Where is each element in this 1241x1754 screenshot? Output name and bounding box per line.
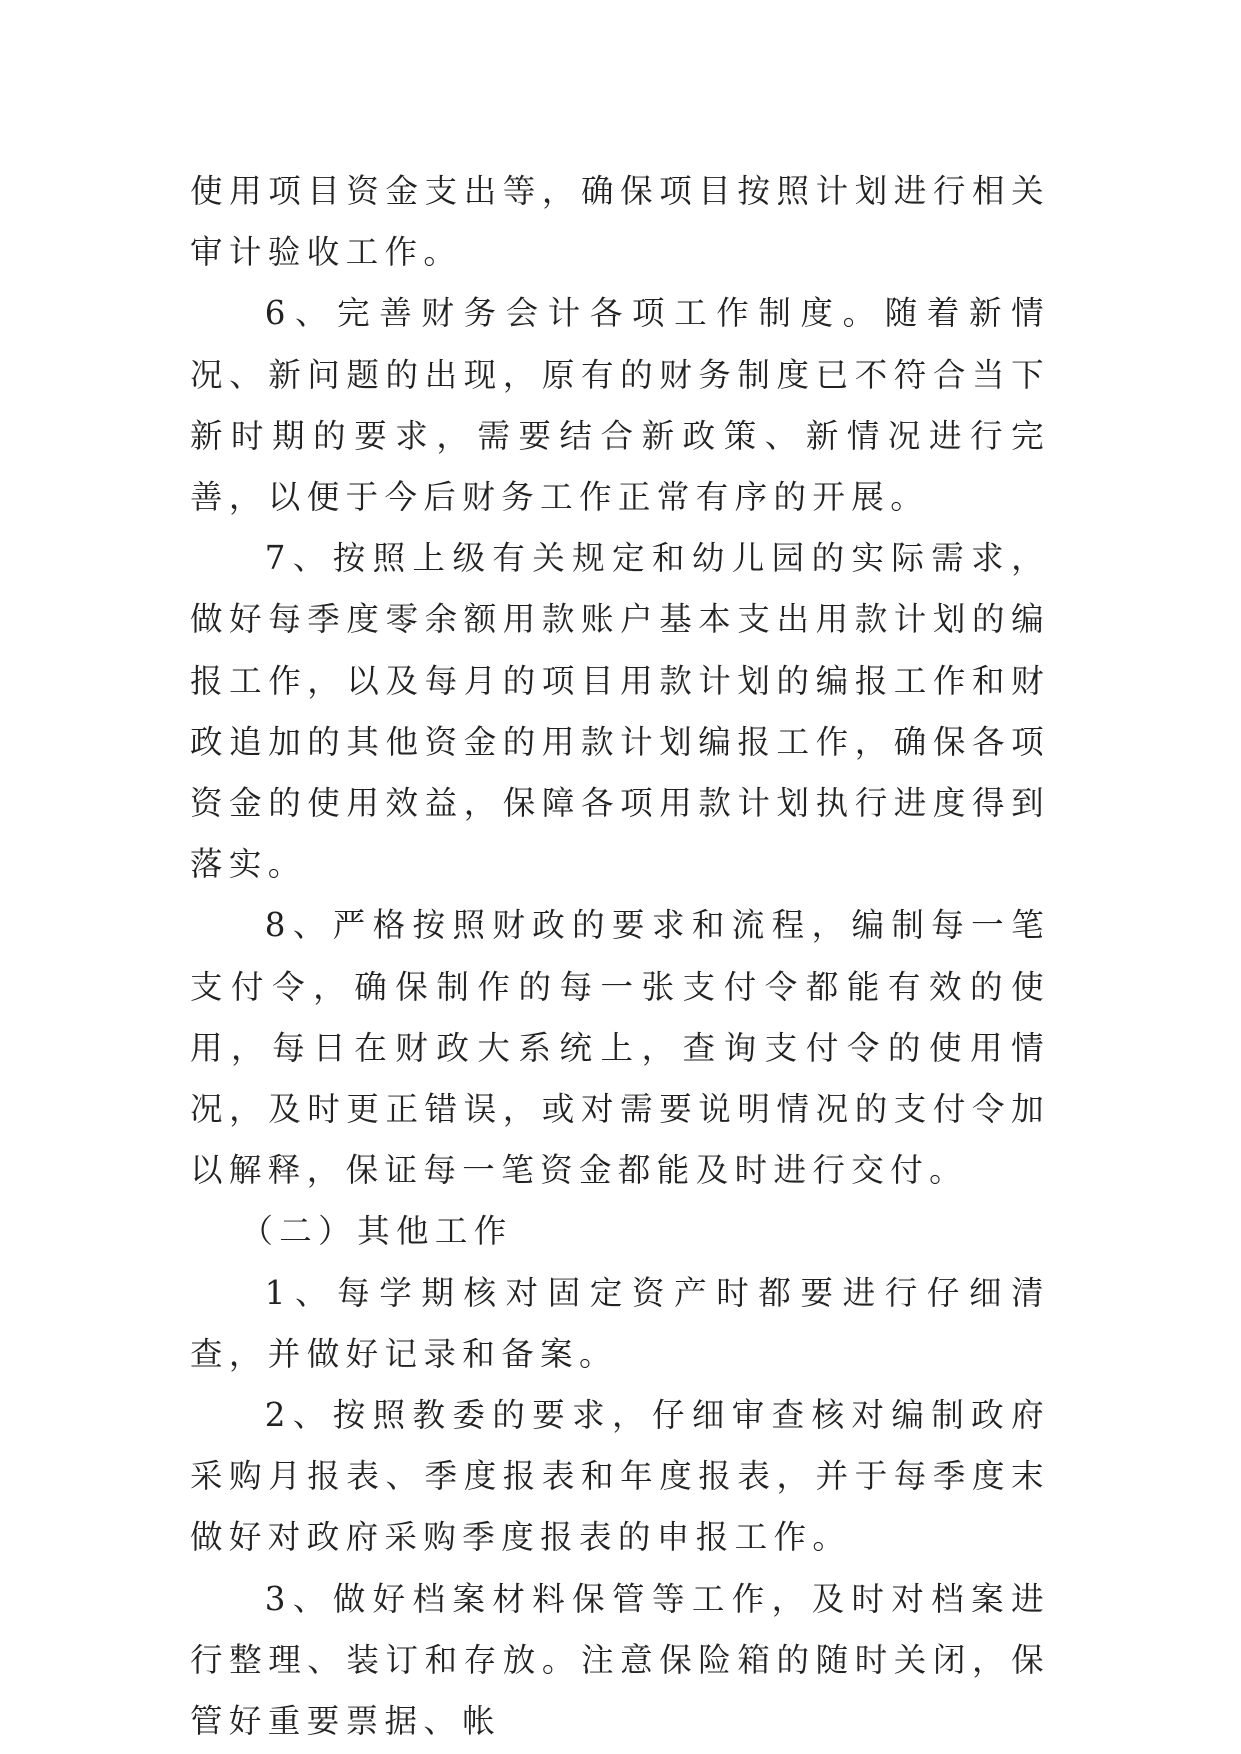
section-heading-other-work: （二）其他工作: [240, 1212, 513, 1251]
paragraph-item-6: 6、完善财务会计各项工作制度。随着新情况、新问题的出现，原有的财务制度已不符合当下新时期的要求，需要结合新政策、新情况进行完善，以便于今后财务工作正常有序的开展。: [190, 294, 1050, 517]
paragraph-other-item-1: 1、每学期核对固定资产时都要进行仔细清查，并做好记录和备案。: [190, 1273, 1050, 1373]
paragraph-other-item-2: 2、按照教委的要求，仔细审查核对编制政府采购月报表、季度报表和年度报表，并于每季度末做好对政府采购季度报表的申报工作。: [190, 1396, 1050, 1557]
paragraph-item-8: 8、严格按照财政的要求和流程，编制每一笔支付令，确保制作的每一张支付令都能有效的使用，每日在财政大系统上，查询支付令的使用情况，及时更正错误，或对需要说明情况的支付令加以解释，保证每一笔资金都能及时进行交付。: [190, 906, 1050, 1190]
paragraph-other-item-3: 3、做好档案材料保管等工作，及时对档案进行整理、装订和存放。注意保险箱的随时关闭，保管好重要票据、帐: [190, 1579, 1050, 1741]
paragraph-continuation: 使用项目资金支出等，确保项目按照计划进行相关审计验收工作。: [190, 172, 1050, 272]
paragraph-item-7: 7、按照上级有关规定和幼儿园的实际需求，做好每季度零余额用款账户基本支出用款计划的编报工作，以及每月的项目用款计划的编报工作和财政追加的其他资金的用款计划编报工作，确保各项资金的使用效益，保障各项用款计划执行进度得到落实。: [190, 539, 1050, 884]
document-body: [190, 161, 1050, 1752]
